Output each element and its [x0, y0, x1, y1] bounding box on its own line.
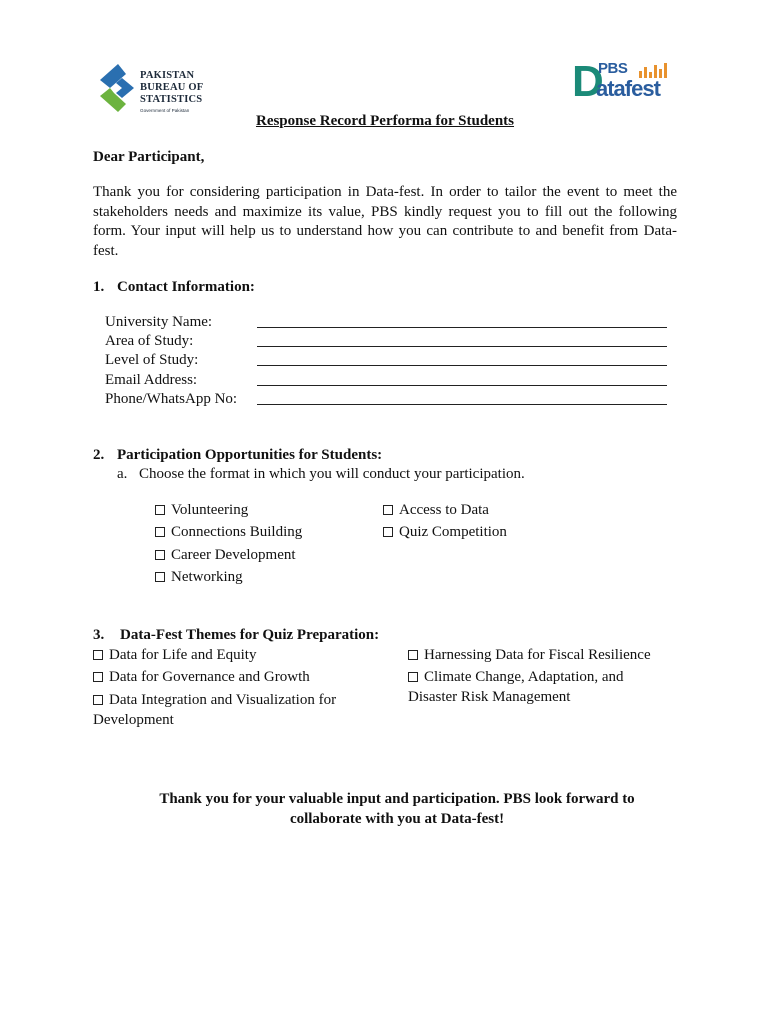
option-career-development[interactable]: [155, 545, 296, 565]
field-area: [105, 332, 667, 351]
checkbox-icon[interactable]: [155, 572, 165, 582]
field-label: University Name:: [105, 314, 213, 330]
field-label: Email Address:: [105, 371, 198, 388]
pbs-logo-line1: PAKISTAN: [140, 70, 195, 81]
section1-heading: [93, 279, 255, 296]
option-label: Data Integration and Visualization for Development: [93, 692, 337, 728]
option-quiz-competition[interactable]: [383, 522, 507, 542]
closing-line2: collaborate with you at Data-fest!: [289, 811, 505, 827]
checkbox-icon[interactable]: [93, 695, 103, 705]
sub-text: Choose the format in which you will conduct your participation.: [139, 466, 525, 482]
option-label: Quiz Competition: [399, 524, 507, 540]
closing-message: [0, 789, 770, 829]
section2-title: Participation Opportunities for Students:: [117, 447, 383, 463]
datafest-logo: [572, 57, 676, 106]
option-label: Career Development: [171, 547, 296, 563]
email-address-field[interactable]: [257, 385, 667, 386]
sub-letter: a.: [117, 466, 128, 482]
checkbox-icon[interactable]: [155, 550, 165, 560]
field-label: Phone/WhatsApp No:: [105, 390, 238, 407]
section3-number: 3.: [93, 627, 105, 643]
option-label: Harnessing Data for Fiscal Resilience: [424, 647, 651, 663]
section2-number: 2.: [93, 447, 105, 463]
contact-fields: [105, 313, 667, 409]
option-label: Climate Change, Adaptation, and Disaster Risk Management: [408, 669, 624, 705]
option-label: Access to Data: [399, 502, 489, 518]
intro-paragraph: Thank you for considering participation in Data-fest. In order to tailor the event to meet the stakeholders needs and maximize its value, PBS kindly request you to fill out the following form. Your input will help us to understand how you can contribute to and benefit from Data-fest.: [93, 184, 677, 259]
section2-heading: [93, 447, 382, 464]
theme-climate-change[interactable]: [408, 667, 648, 707]
section2-subitem: [117, 466, 525, 483]
closing-line1: Thank you for your valuable input and participation. PBS look forward to: [159, 791, 635, 807]
section1-title: Contact Information:: [117, 279, 255, 295]
checkbox-icon[interactable]: [155, 505, 165, 515]
level-of-study-field[interactable]: [257, 365, 667, 366]
theme-life-equity[interactable]: [93, 645, 256, 665]
checkbox-icon[interactable]: [408, 650, 418, 660]
field-label: Area of Study:: [105, 333, 194, 350]
pbs-chevron-icon: [96, 62, 140, 114]
option-label: Volunteering: [171, 502, 249, 518]
pbs-logo: [96, 62, 216, 114]
option-label: Connections Building: [171, 524, 303, 540]
option-connections-building[interactable]: [155, 522, 302, 542]
pbs-logo-sub: Government of Pakistan: [140, 108, 190, 113]
theme-integration-visualization[interactable]: [93, 690, 355, 730]
checkbox-icon[interactable]: [383, 527, 393, 537]
section1-number: 1.: [93, 279, 105, 295]
phone-field[interactable]: [257, 404, 667, 405]
option-label: Networking: [171, 569, 243, 585]
university-name-field[interactable]: [257, 327, 667, 328]
checkbox-icon[interactable]: [408, 672, 418, 682]
section3-title: Data-Fest Themes for Quiz Preparation:: [120, 627, 380, 643]
option-networking[interactable]: [155, 567, 243, 587]
option-volunteering[interactable]: [155, 500, 248, 520]
section3-heading: [93, 627, 379, 644]
theme-fiscal-resilience[interactable]: [408, 645, 651, 665]
pbs-logo-line2: BUREAU OF: [140, 82, 204, 93]
option-access-to-data[interactable]: [383, 500, 489, 520]
page-title: Response Record Performa for Students: [255, 113, 515, 129]
checkbox-icon[interactable]: [155, 527, 165, 537]
checkbox-icon[interactable]: [93, 650, 103, 660]
theme-governance-growth[interactable]: [93, 667, 310, 687]
checkbox-icon[interactable]: [383, 505, 393, 515]
field-university: [105, 313, 667, 332]
pbs-logo-line3: STATISTICS: [140, 94, 203, 105]
salutation: Dear Participant,: [93, 149, 205, 165]
checkbox-icon[interactable]: [93, 672, 103, 682]
datafest-logo-word: atafest: [596, 76, 660, 101]
datafest-logo-pbs: PBS: [598, 60, 628, 77]
field-phone: [105, 390, 667, 409]
datafest-logo-letter: D: [572, 57, 604, 106]
area-of-study-field[interactable]: [257, 346, 667, 347]
field-label: Level of Study:: [105, 352, 199, 369]
field-level: [105, 351, 667, 370]
option-label: Data for Governance and Growth: [109, 669, 310, 685]
option-label: Data for Life and Equity: [109, 647, 257, 663]
field-email: [105, 371, 667, 390]
